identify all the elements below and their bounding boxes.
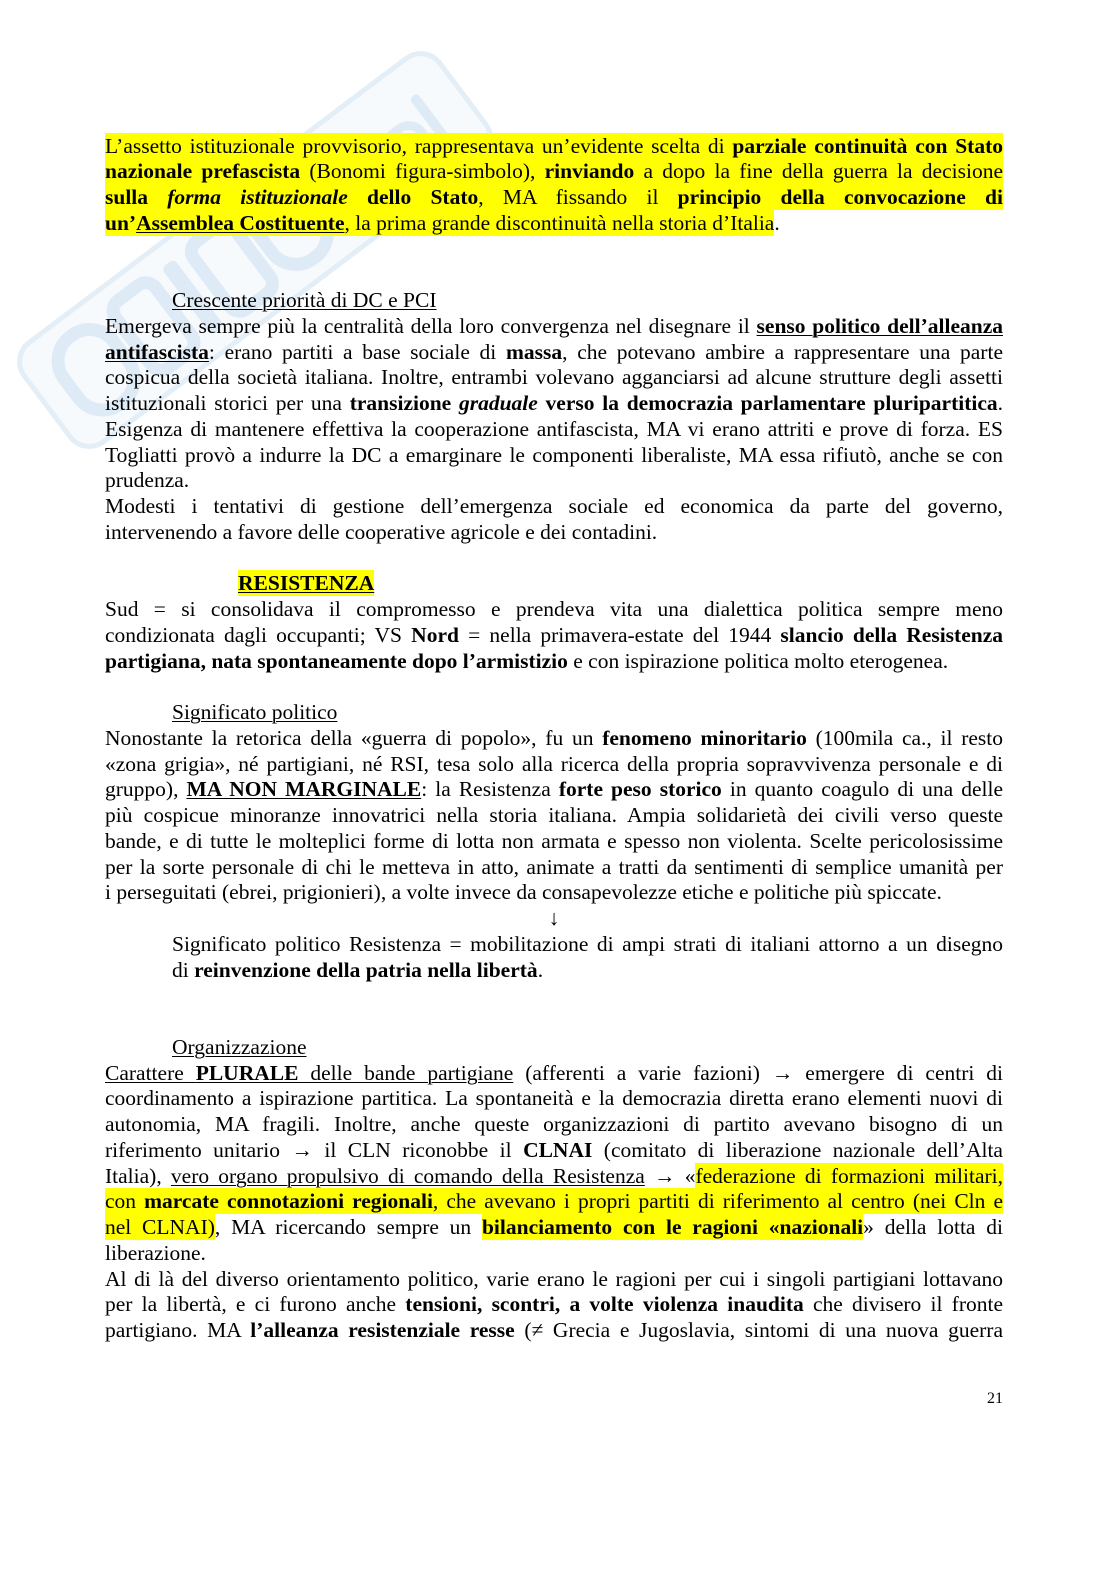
bold-highlighted-text: rinviando: [544, 159, 635, 184]
bold-underlined-text: senso politico dell’alleanza: [756, 313, 1003, 338]
text-line: [105, 958, 1003, 984]
text-run: , MA ricercando sempre un: [214, 1215, 482, 1239]
text-run: riferimento unitario: [105, 1137, 292, 1162]
text-run: (≠ Grecia e Jugoslavia, sintomi di una nuova guerra: [514, 1318, 1003, 1342]
text-line: [105, 1241, 1003, 1267]
text-run: : erano partiti a base sociale di: [208, 339, 506, 364]
text-line: [105, 468, 1003, 494]
text-run: [645, 1164, 654, 1188]
highlighted-text: , la prima grande discontinuità nella storia d’Italia: [344, 210, 775, 235]
bold-text: l’alleanza resistenziale resse: [250, 1318, 515, 1342]
text-run: coordinamento a ispirazione partitica. La spontaneità e la democrazia diretta erano elementi nuovi di: [105, 1086, 1003, 1111]
text-run: prudenza.: [105, 468, 190, 493]
text-line: [105, 520, 1003, 546]
section-heading: [105, 571, 1003, 597]
down-arrow-icon: ↓: [548, 906, 560, 930]
blank-line: [105, 262, 1003, 288]
text-line: [105, 1112, 1003, 1138]
text-run: «: [675, 1163, 696, 1188]
text-run: liberazione.: [105, 1240, 206, 1265]
highlighted-text: a dopo la fine della guerra la decisione: [634, 159, 1003, 184]
text-line: [105, 417, 1003, 443]
text-run: (comitato di liberazione nazionale dell’Alta: [592, 1137, 1003, 1162]
text-line: [105, 829, 1003, 855]
text-run: Togliatti provò a indurre la DC a emarginare le componenti liberaliste, MA essa rifiutò, anche se con: [105, 442, 1003, 467]
section-heading: [105, 288, 1003, 314]
page-number: 21: [987, 1390, 1003, 1407]
text-line: [105, 597, 1003, 623]
text-run: (100mila ca., il resto: [806, 725, 1004, 750]
highlighted-text: federazione di formazioni militari,: [695, 1163, 1004, 1188]
highlighted-text: , MA fissando il: [478, 185, 678, 209]
text-line: [105, 340, 1003, 366]
text-run: = nella primavera-estate del 1944: [458, 622, 781, 647]
text-run: di: [172, 957, 195, 982]
highlighted-text: , che avevano i propri partiti di riferimento al centro (nei Cln e: [432, 1189, 1003, 1214]
text-line: [105, 1292, 1003, 1318]
bold-text: slancio della Resistenza: [780, 622, 1003, 647]
bold-text: partigiana, nata spontaneamente dopo l’armistizio: [105, 648, 568, 673]
text-line: [105, 623, 1003, 649]
section-heading: [105, 700, 1003, 726]
text-line: [105, 752, 1003, 778]
text-run: più cospicue minoranze innovatrici nella storia italiana. Ampia solidarietà dei civili verso queste: [105, 803, 1003, 827]
text-line: [105, 1267, 1003, 1293]
bold-highlighted-text: parziale continuità con Stato: [732, 133, 1004, 158]
text-run: cospicua della società italiana. Inoltre, entrambi volevano agganciarsi ad alcune strutture degli assetti: [105, 365, 1003, 390]
text-line: [105, 391, 1003, 417]
text-run: istituzionali storici per una: [105, 391, 350, 415]
bold-highlighted-text: nazionale prefascista: [105, 159, 301, 184]
text-line: [105, 880, 1003, 906]
text-line: [105, 1138, 1003, 1164]
section-heading-text: RESISTENZA: [238, 571, 375, 596]
underlined-text: vero organo propulsivo di comando della Resistenza: [170, 1163, 645, 1188]
text-run: autonomia, MA fragili. Inoltre, anche queste organizzazioni di partito avevano bisogno di un: [105, 1112, 1003, 1136]
text-line: [105, 1189, 1003, 1215]
bold-text: massa: [505, 339, 563, 364]
text-line: [105, 855, 1003, 881]
document-body: [105, 134, 1003, 1344]
bold-underlined-text: antifascista: [105, 339, 209, 364]
text-line: [105, 1318, 1003, 1344]
text-run: intervenendo a favore delle cooperative agricole e dei contadini.: [105, 519, 658, 544]
blank-line: [105, 1009, 1003, 1035]
blank-line: [105, 983, 1003, 1009]
text-run: : la Resistenza: [421, 777, 559, 802]
section-heading-text: Significato politico: [172, 700, 338, 724]
text-run: .: [774, 210, 780, 235]
text-run: Al di là del diverso orientamento politico, varie erano le ragioni per cui i singoli partigiani lottavano: [105, 1266, 1003, 1291]
bold-italic-highlighted-text: forma istituzionale: [167, 185, 348, 209]
text-line: [105, 159, 1003, 185]
text-line: [105, 1086, 1003, 1112]
text-run: il CLN riconobbe il: [312, 1137, 524, 1162]
text-line: [105, 185, 1003, 211]
bold-text: verso la democrazia parlamentare pluripartitica: [537, 391, 998, 415]
text-line: [105, 932, 1003, 958]
text-run: Significato politico Resistenza = mobilitazione di ampi strati di italiani attorno a un disegno: [172, 931, 1003, 956]
text-run: Esigenza di mantenere effettiva la cooperazione antifascista, MA vi erano attriti e prove di forza. ES: [105, 416, 1003, 441]
underlined-text: Carattere: [105, 1060, 196, 1085]
text-run: Nonostante la retorica della «guerra di popolo», fu un: [105, 725, 603, 750]
text-line: [105, 1215, 1003, 1241]
highlighted-text: con: [105, 1189, 145, 1214]
text-run: » della lotta di: [863, 1215, 1003, 1239]
text-run: Modesti i tentativi di gestione dell’emergenza sociale ed economica da parte del governo,: [105, 494, 1003, 518]
text-run: condizionata dagli occupanti; VS: [105, 622, 412, 647]
bold-text: transizione: [349, 391, 459, 415]
text-run: Sud = si consolidava il compromesso e prendeva vita una dialettica politica sempre meno: [105, 597, 1003, 621]
right-arrow-icon: →: [291, 1137, 313, 1162]
text-run: e con ispirazione politica molto eterogenea.: [567, 648, 949, 673]
bold-highlighted-text: dello Stato: [347, 185, 479, 209]
text-run: (afferenti a varie fazioni) → emergere di centri di: [513, 1060, 1004, 1085]
text-line: [105, 1061, 1003, 1087]
bold-text: CLNAI: [523, 1137, 593, 1162]
bold-underlined-highlighted-text: Assemblea Costituente: [136, 210, 345, 235]
text-run: , che potevano ambire a rappresentare una parte: [562, 339, 1003, 364]
text-run: partigiano. MA: [105, 1318, 251, 1342]
section-heading: [105, 1035, 1003, 1061]
text-line: [105, 443, 1003, 469]
text-run: che divisero il fronte: [803, 1292, 1004, 1317]
down-arrow-line: [105, 906, 1003, 932]
text-line: [105, 777, 1003, 803]
bold-underlined-text: MA NON MARGINALE: [186, 777, 422, 802]
text-run: Italia),: [105, 1163, 171, 1188]
text-run: per la libertà, e ci furono anche: [105, 1292, 406, 1317]
text-line: [105, 726, 1003, 752]
bold-italic-text: graduale: [458, 391, 538, 415]
text-run: gruppo),: [105, 777, 187, 802]
text-run: Emergeva sempre più la centralità della loro convergenza nel disegnare il: [105, 313, 757, 338]
text-run: «zona grigia», né partigiani, né RSI, tesa solo alla ricerca della propria sopravvivenza personale e di: [105, 751, 1003, 776]
bold-highlighted-text: sulla: [105, 185, 168, 209]
text-run: .: [997, 391, 1003, 415]
bold-text: reinvenzione della patria nella libertà: [194, 957, 538, 982]
text-line: [105, 211, 1003, 237]
blank-line: [105, 674, 1003, 700]
bold-text: Nord: [411, 622, 459, 647]
bold-highlighted-text: un’: [105, 210, 137, 235]
section-heading-text: Organizzazione: [172, 1034, 307, 1059]
text-run: in quanto coagulo di una delle: [721, 777, 1004, 802]
bold-underlined-text: PLURALE: [195, 1060, 299, 1085]
right-arrow-icon: →: [654, 1163, 676, 1188]
blank-line: [105, 546, 1003, 572]
text-line: [105, 494, 1003, 520]
text-line: [105, 134, 1003, 160]
highlighted-text: L’assetto istituzionale provvisorio, rappresentava un’evidente scelta di: [105, 133, 733, 158]
bold-text: forte peso storico: [558, 777, 722, 802]
text-run: bande, e di tutte le molteplici forme di lotta non armata e spesso non violenta. Scelte pericolosissime: [105, 828, 1003, 853]
text-run: per la sorte personale di chi le metteva in atto, animate a tratti da sentimenti di semplice umanità per: [105, 854, 1003, 879]
section-heading-text: Crescente priorità di DC e PCI: [172, 288, 437, 312]
text-run: i perseguitati (ebrei, prigionieri), a volte invece da consapevolezze etiche e politiche più spiccate.: [105, 880, 942, 905]
highlighted-text: nel CLNAI): [105, 1215, 215, 1239]
text-line: [105, 314, 1003, 340]
text-line: [105, 365, 1003, 391]
text-line: [105, 649, 1003, 675]
bold-text: fenomeno minoritario: [602, 725, 807, 750]
text-line: [105, 803, 1003, 829]
text-line: [105, 1164, 1003, 1190]
bold-highlighted-text: principio della convocazione di: [677, 185, 1003, 209]
highlighted-text: (Bonomi figura-simbolo),: [300, 159, 545, 184]
text-run: .: [537, 957, 544, 982]
bold-highlighted-text: marcate connotazioni regionali: [144, 1189, 433, 1214]
underlined-text: delle bande partigiane: [298, 1060, 514, 1085]
blank-line: [105, 237, 1003, 263]
bold-highlighted-text: bilanciamento con le ragioni «nazionali: [481, 1215, 864, 1239]
bold-text: tensioni, scontri, a volte violenza inaudita: [405, 1292, 804, 1317]
